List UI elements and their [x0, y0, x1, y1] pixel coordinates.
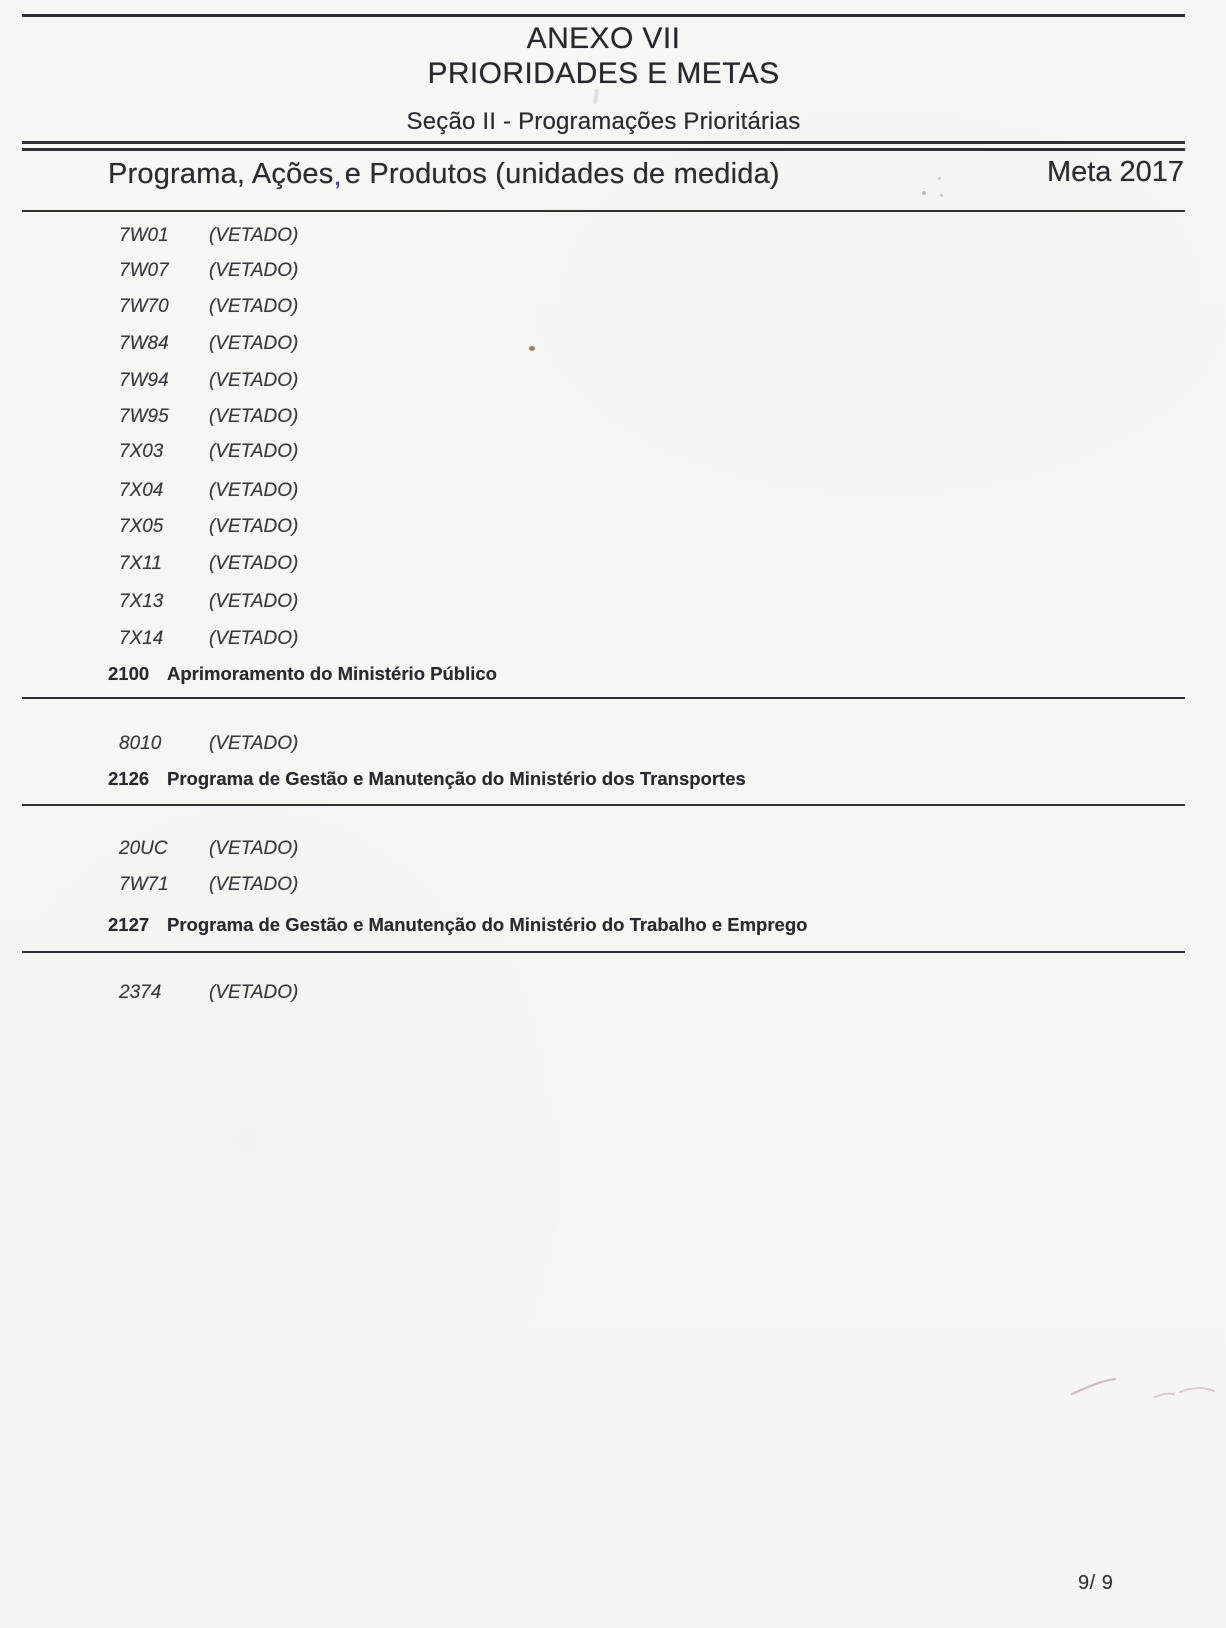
action-row: [0, 441, 1226, 465]
scan-speck: [938, 177, 941, 180]
action-label: (VETADO): [209, 225, 299, 246]
action-row: [0, 406, 1226, 430]
action-code: 7X04: [119, 480, 164, 501]
separator-rule: [22, 697, 1185, 699]
action-row: [0, 370, 1226, 394]
program-label: Programa de Gestão e Manutenção do Ministério dos Transportes: [167, 768, 746, 789]
action-label: (VETADO): [209, 370, 299, 391]
action-code: 7W95: [119, 406, 169, 427]
program-row: [0, 663, 1226, 687]
action-code: 8010: [119, 733, 162, 754]
annex-title: ANEXO VII: [526, 22, 681, 55]
header-bottom-rule: [22, 210, 1185, 212]
action-code: 7W70: [119, 296, 169, 317]
column-header-programs-part2: e Produtos (unidades de medida): [344, 158, 780, 190]
action-code: 20UC: [119, 838, 168, 859]
action-code: 7X14: [119, 628, 164, 649]
stray-ink-comma: ,: [334, 165, 341, 190]
scan-speck: [529, 346, 535, 351]
action-row: [0, 516, 1226, 540]
action-row: [0, 874, 1226, 898]
column-header-programs-part1: Programa, Ações: [108, 158, 334, 190]
action-label: (VETADO): [209, 480, 299, 501]
action-label: (VETADO): [209, 628, 299, 649]
separator-rule: [22, 951, 1185, 953]
action-code: 7X05: [119, 516, 164, 537]
action-code: 7W84: [119, 333, 169, 354]
action-label: (VETADO): [209, 838, 299, 859]
action-row: [0, 480, 1226, 504]
action-code: 7W71: [119, 874, 169, 895]
action-label: (VETADO): [209, 733, 299, 754]
section-heading: Seção II - Programações Prioritárias: [406, 108, 801, 135]
action-label: (VETADO): [209, 982, 299, 1003]
action-row: [0, 982, 1226, 1006]
action-row: [0, 333, 1226, 357]
program-row: [0, 768, 1226, 792]
action-code: 7W07: [119, 260, 169, 281]
program-code: 2127: [108, 914, 150, 935]
action-row: [0, 296, 1226, 320]
action-label: (VETADO): [209, 591, 299, 612]
scan-speck: [922, 191, 926, 195]
annex-subtitle: PRIORIDADES E METAS: [427, 57, 780, 90]
action-code: 7X11: [119, 553, 162, 574]
action-label: (VETADO): [209, 406, 299, 427]
action-label: (VETADO): [209, 296, 299, 317]
action-code: 2374: [119, 982, 162, 1003]
separator-rule: [22, 804, 1185, 806]
program-label: Aprimoramento do Ministério Público: [167, 663, 497, 684]
action-label: (VETADO): [209, 553, 299, 574]
scan-speck: [940, 194, 943, 197]
action-code: 7W94: [119, 370, 169, 391]
action-code: 7X13: [119, 591, 164, 612]
action-row: [0, 225, 1226, 249]
action-row: [0, 260, 1226, 284]
page-number: 9/ 9: [1078, 1572, 1114, 1594]
action-row: [0, 733, 1226, 757]
program-code: 2126: [108, 768, 150, 789]
double-rule-lower: [22, 148, 1185, 151]
action-label: (VETADO): [209, 874, 299, 895]
action-row: [0, 591, 1226, 615]
action-code: 7W01: [119, 225, 169, 246]
top-rule: [22, 14, 1185, 17]
program-code: 2100: [108, 663, 150, 684]
action-label: (VETADO): [209, 441, 299, 462]
program-label: Programa de Gestão e Manutenção do Ministério do Trabalho e Emprego: [167, 914, 808, 935]
column-header-programs: [108, 158, 780, 191]
action-code: 7X03: [119, 441, 164, 462]
scan-smudge: [593, 89, 599, 104]
double-rule-upper: [22, 141, 1185, 144]
action-row: [0, 838, 1226, 862]
pencil-mark: [1036, 1368, 1226, 1404]
action-label: (VETADO): [209, 260, 299, 281]
action-label: (VETADO): [209, 333, 299, 354]
action-label: (VETADO): [209, 516, 299, 537]
program-row: [0, 914, 1226, 938]
column-header-meta: Meta 2017: [1046, 156, 1184, 188]
action-row: [0, 553, 1226, 577]
action-row: [0, 628, 1226, 652]
